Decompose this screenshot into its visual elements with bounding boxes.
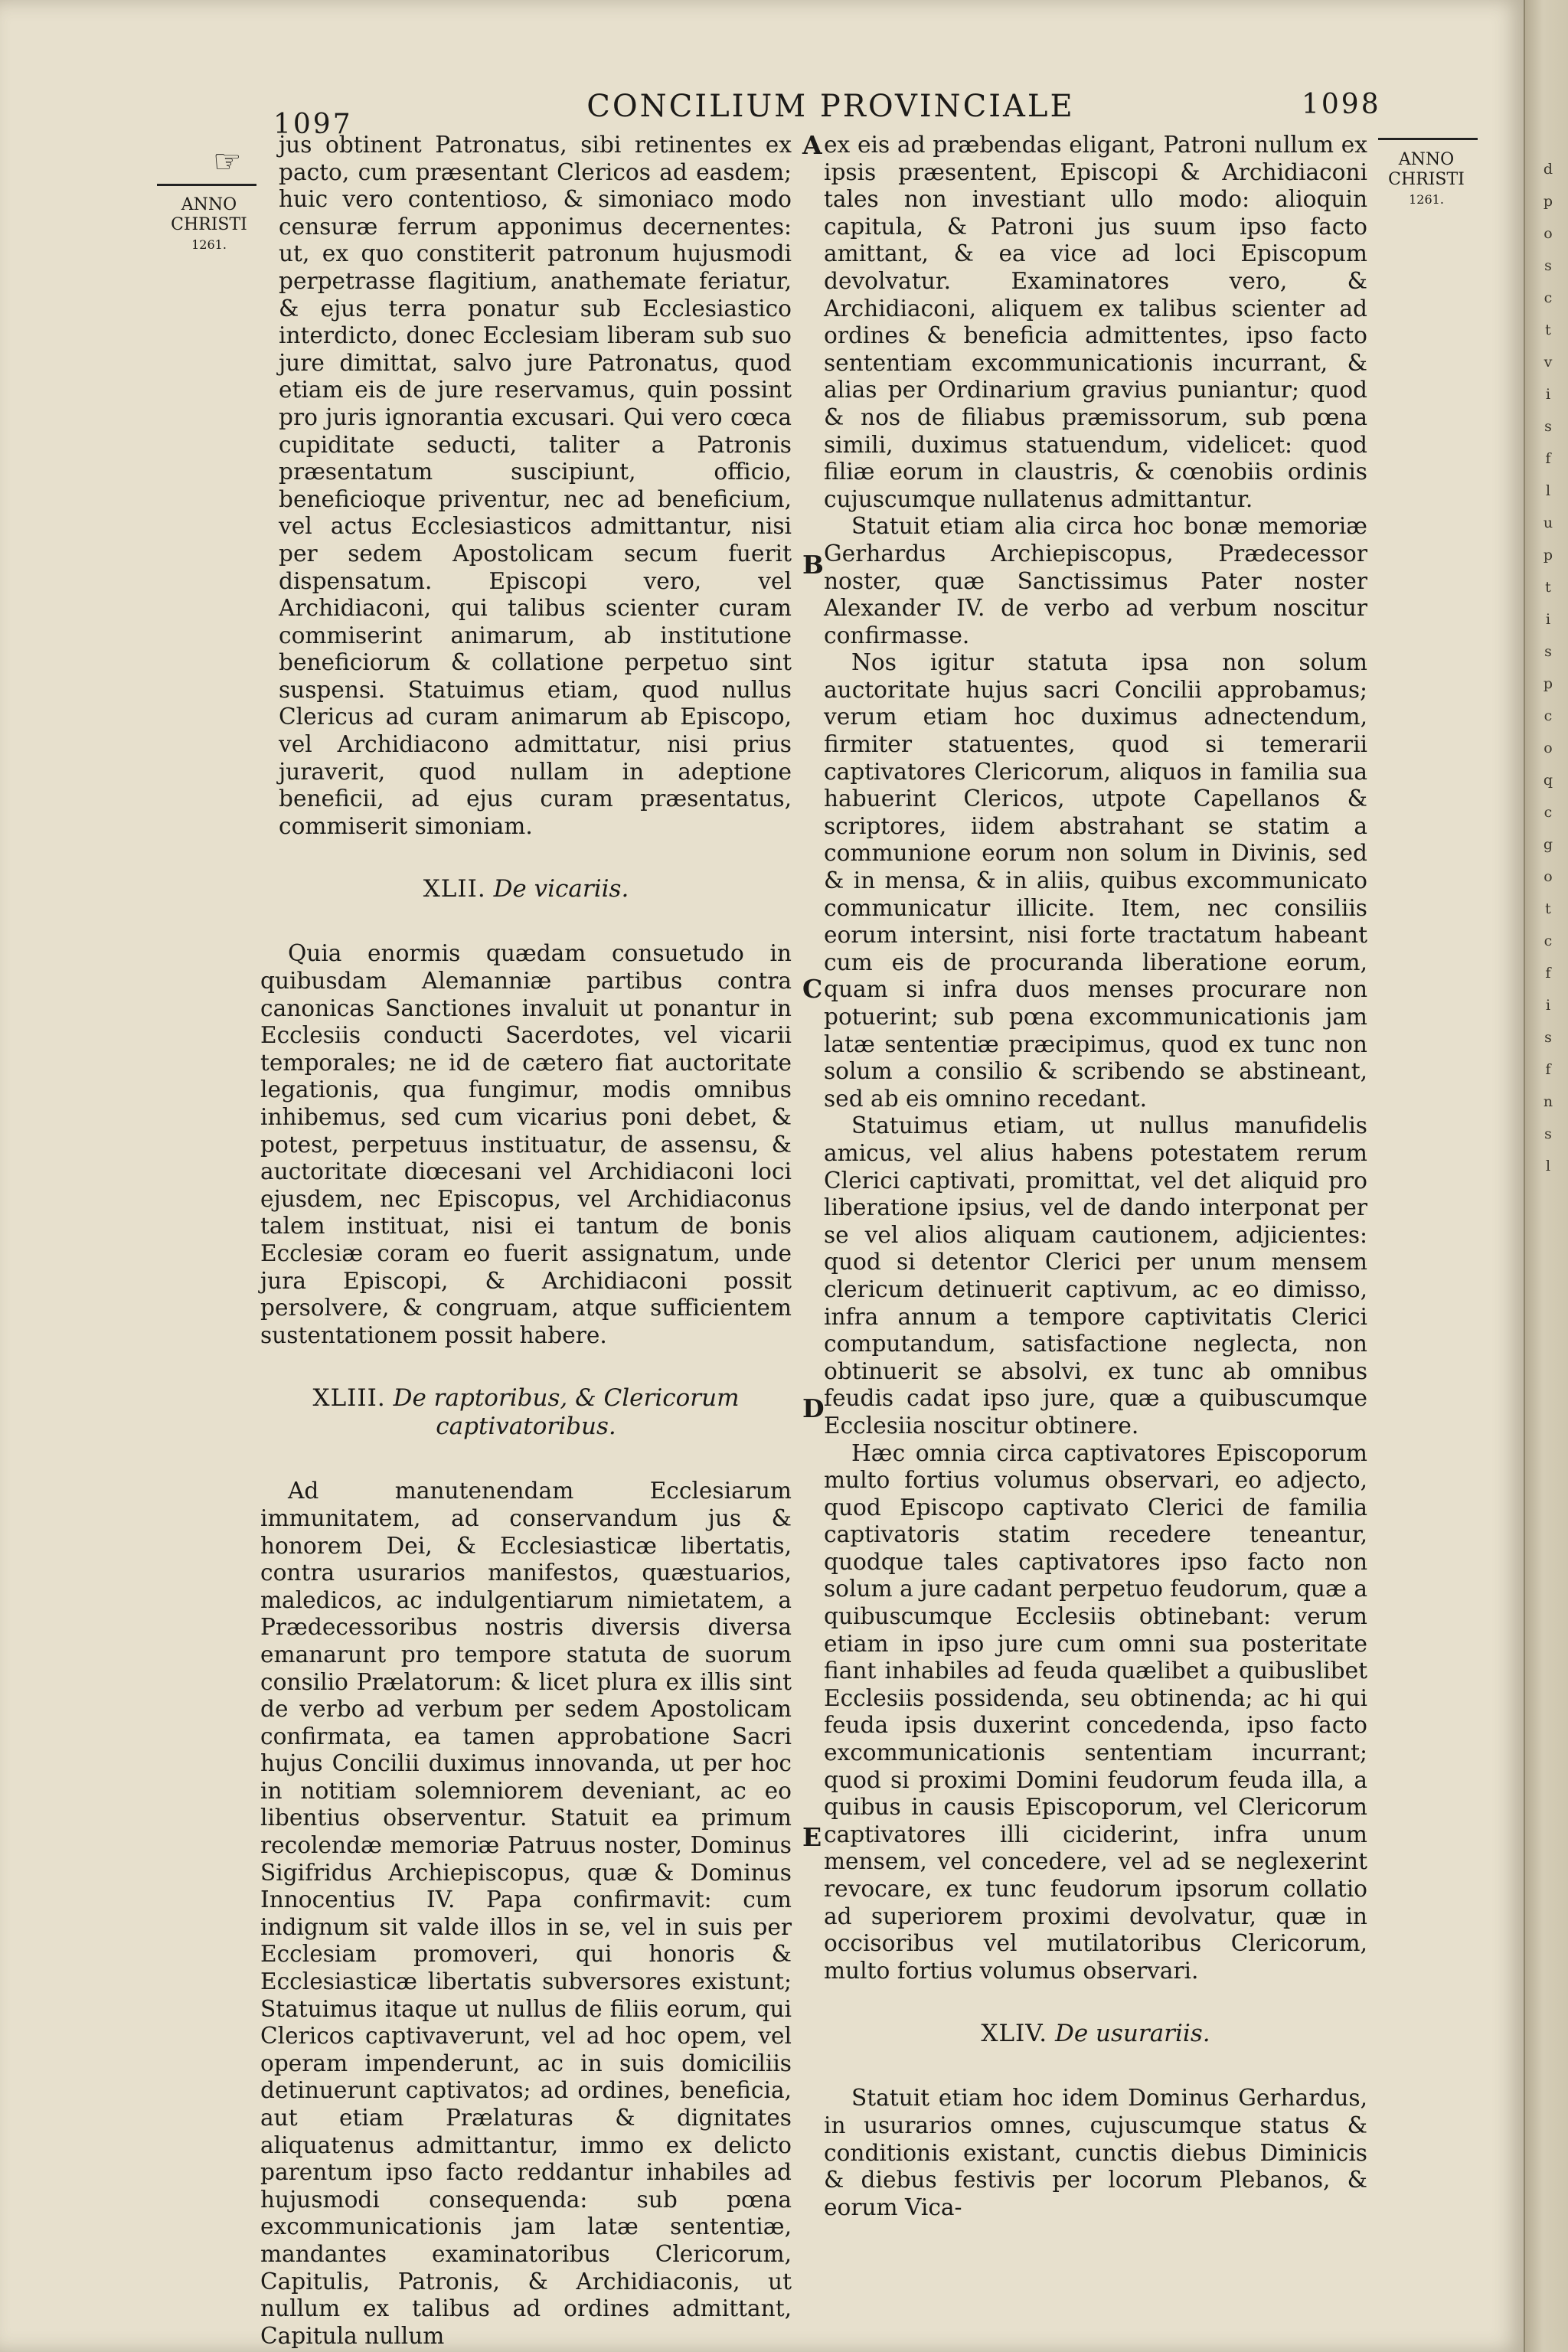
next-page-edge-letter: l	[1545, 1158, 1551, 1174]
section-heading-42	[260, 875, 792, 903]
section-number: XLIII.	[312, 1384, 386, 1413]
next-page-edge-letter: q	[1543, 772, 1553, 789]
right-column	[824, 132, 1367, 2221]
margin-note-line: ANNO	[181, 195, 237, 214]
next-page-edge-letter: i	[1545, 386, 1551, 403]
next-page-edge-letter: t	[1545, 579, 1551, 596]
next-page-edge-letter: o	[1544, 225, 1553, 242]
next-page-edge-letter: u	[1543, 514, 1553, 531]
paragraph: Quia enormis quædam consuetudo in quibusdam Alemanniæ partibus contra canonicas Sanctiones invaluit ut ponantur in Ecclesiis conducti Sacerdotes, vel vicarii temporales; ne id de cætero fiat auctoritate legationis, qua fungimur, modis omnibus inhibemus, sed cum vicarius poni debet, & potest, perpetuus instituatur, de assensu, & auctoritate diœcesani vel Archidiaconi loci ejusdem, nec Episcopus, vel Archidiaconus talem instituat, nisi ei tantum de bonis Ecclesiæ coram eo fuerit assignatum, unde jura Episcopi, & Archidiaconi possit persolvere, & congruam, atque sufficientem sustentationem possit habere.	[260, 940, 792, 1348]
next-page-edge-letter: s	[1544, 1125, 1552, 1142]
next-page-edge-letter: t	[1545, 900, 1551, 917]
section-title: De raptoribus, & Clericorum captivatoribus.	[393, 1384, 740, 1441]
next-page-edge	[1524, 0, 1568, 2352]
next-page-edge-letter: p	[1543, 193, 1553, 210]
margin-note-line: CHRISTI	[1388, 170, 1465, 189]
running-title: CONCILIUM PROVINCIALE	[586, 89, 1075, 124]
section-letter-d: D	[802, 1393, 825, 1423]
next-page-edge-letter: p	[1543, 547, 1553, 564]
section-number: XLII.	[423, 875, 486, 903]
header-rule	[1378, 138, 1478, 140]
next-page-edge-letter: c	[1544, 804, 1553, 821]
next-page-edge-letter: i	[1545, 997, 1551, 1014]
next-page-edge-letter: c	[1544, 289, 1553, 306]
next-page-edge-letter: o	[1544, 740, 1553, 756]
section-letter-e: E	[802, 1822, 822, 1852]
paragraph: ex eis ad præbendas eligant, Patroni nullum ex ipsis præsentent, Episcopi & Archidiaconi tales non investiant ullo modo: alioquin capitula, & Patroni jus suum ipso facto amittant, & ea vice ad loci Episcopum devolvatur. Examinatores vero, & Archidiaconi, aliquem ex talibus scienter ad ordines & beneficia admittentes, ipso facto sententiam excommunicationis incurrant, & alias per Ordinarium gravius puniantur; quod & nos de filiabus præmissorum, sub pœna simili, duximus statuendum, videlicet: quod filiæ eorum in claustris, & cœnobiis ordinis cujuscumque nullatenus admittantur.	[824, 132, 1367, 512]
next-page-edge-letter: n	[1543, 1093, 1553, 1110]
next-page-edge-letter: o	[1544, 868, 1553, 885]
section-title: De usurariis.	[1054, 2020, 1210, 2048]
paragraph: Statuit etiam hoc idem Dominus Gerhardus, in usurarios omnes, cujuscumque status & conditionis existant, cunctis diebus Diminicis & diebus festivis per locorum Plebanos, & eorum Vica-	[824, 2085, 1367, 2220]
margin-note-right	[1384, 150, 1468, 210]
next-page-edge-letter: f	[1545, 450, 1551, 467]
manicule-icon: ☞	[213, 142, 242, 180]
next-page-edge-letter: p	[1543, 675, 1553, 692]
section-letter-b: B	[802, 550, 824, 580]
paragraph: jus obtinent Patronatus, sibi retinentes ex pacto, cum præsentant Clericos ad easdem; huic vero contentioso, & simoniaco modo censuræ ferrum apponimus decernentes: ut, ex quo constiterit patronum hujusmodi perpetrasse flagitium, anathemate feriatur, & ejus terra ponatur sub Ecclesiastico interdicto, donec Ecclesiam liberam sub suo jure dimittat, salvo jure Patronatus, quod etiam eis de jure reservamus, quin possint pro juris ignorantia excusari. Qui vero cœca cupiditate seducti, taliter a Patronis præsentatum suscipiunt, officio, beneficioque priventur, nec ad beneficium, vel actus Ecclesiasticos admittantur, nisi per sedem Apostolicam secum fuerit dispensatum. Episcopi vero, vel Archidiaconi, qui talibus scienter curam commiserint animarum, ab institutione beneficiorum & collatione perpetuo sint suspensi. Statuimus etiam, quod nullus Clericus ad curam animarum ab Episcopo, vel Archidiacono admittatur, nisi prius juraverit, quod nullam in adeptione beneficii, ad ejus curam præsentatus, commiserit simoniam.	[279, 132, 792, 839]
next-page-edge-letter: v	[1544, 354, 1553, 371]
left-column	[260, 132, 792, 2350]
margin-note-left	[167, 195, 251, 255]
paragraph: Statuit etiam alia circa hoc bonæ memoriæ Gerhardus Archiepiscopus, Prædecessor noster, quæ Sanctissimus Pater noster Alexander IV. de verbo ad verbum noscitur confirmasse.	[824, 513, 1367, 648]
next-page-edge-letter: t	[1545, 322, 1551, 338]
next-page-edge-letter: c	[1544, 933, 1553, 949]
next-page-edge-letter: s	[1544, 1029, 1552, 1046]
paragraph: Ad manutenendam Ecclesiarum immunitatem, ad conservandum jus & honorem Dei, & Ecclesiasticæ libertatis, contra usurarios manifestos, quæstuarios, maledicos, ac indulgentiarum nimietatem, a Prædecessoribus nostris diversis diversa emanarunt pro tempore statuta de suorum consilio Prælatorum: & licet plura ex illis sint de verbo ad verbum per sedem Apostolicam confirmata, ea tamen approbatione Sacri hujus Concilii duximus innovanda, ut per hoc in notitiam solemniorem deveniant, ac eo libentius observentur. Statuit ea primum recolendæ memoriæ Patruus noster, Dominus Sigifridus Archiepiscopus, quæ & Dominus Innocentius IV. Papa confirmavit: cum indignum sit valde illos in se, vel in suis per Ecclesiam promoveri, qui honoris & Ecclesiasticæ libertatis subversores existunt; Statuimus itaque ut nullus de filiis eorum, qui Clericos captivaverunt, vel ad hoc opem, vel operam impenderunt, ac in suis domiciliis detinuerunt captivatos; ad ordines, beneficia, aut etiam Prælaturas & dignitates aliquatenus admittantur, immo ex delicto parentum ipso facto reddantur inhabiles ad hujusmodi consequenda: sub pœna excommunicationis jam latæ sententiæ, mandantes examinatoribus Clericorum, Capitulis, Patronis, & Archidiaconis, ut nullum ex talibus ad ordines admittant, Capitula nullum	[260, 1478, 792, 2349]
margin-note-line: CHRISTI	[171, 215, 247, 234]
next-page-edge-letter: i	[1545, 611, 1551, 628]
margin-note-year: 1261.	[191, 237, 227, 252]
section-title: De vicariis.	[493, 875, 629, 903]
section-number: XLIV.	[981, 2020, 1048, 2048]
next-page-edge-letter: g	[1543, 836, 1553, 853]
section-letter-a: A	[802, 130, 822, 160]
next-page-edge-letter: l	[1545, 482, 1551, 499]
next-page-edge-letter: c	[1544, 707, 1553, 724]
section-heading-44	[824, 2020, 1367, 2048]
section-letter-c: C	[802, 974, 823, 1004]
page-number-left: 1097	[273, 109, 353, 140]
margin-note-line: ANNO	[1398, 150, 1455, 169]
paragraph: Nos igitur statuta ipsa non solum auctoritate hujus sacri Concilii approbamus; verum etiam hoc duximus adnectendum, firmiter statuentes, quod si temerarii captivatores Clericorum, aliquos in familia sua habuerint Clericos, utpote Capellanos & scriptores, iidem abstrahant se statim a communione eorum non solum in Divinis, sed & in mensa, & in aliis, quibus excommunicato communicatur illicite. Item, nec consiliis eorum intersint, nisi forte tractatum habeant cum eis de procuranda liberatione eorum, quam si infra duos menses procurare non potuerint; sub pœna excommunicationis jam latæ sententiæ præcipimus, quod ex tunc non solum a consilio & scribendo se abstineant, sed ab eis omnino recedant.	[824, 649, 1367, 1112]
margin-note-year: 1261.	[1409, 192, 1444, 207]
next-page-edge-letter: f	[1545, 1061, 1551, 1078]
next-page-edge-text	[1531, 153, 1565, 1182]
paragraph: Statuimus etiam, ut nullus manufidelis amicus, vel alius habens potestatem rerum Clerici captivati, promittat, vel det aliquid pro liberatione ipsius, vel de dando interponat per se vel alios aliquam cautionem, adjicientes: quod si detentor Clerici per unum mensem clericum detinuerit captivum, ac eo dimisso, infra annum a tempore captivitatis Clerici computandum, satisfactione neglecta, non obtinuerit se absolvi, ex tunc ab omnibus feudis cadat ipso jure, quæ a quibuscumque Ecclesiia noscitur obtinere.	[824, 1112, 1367, 1439]
paragraph: Hæc omnia circa captivatores Episcoporum multo fortius volumus observari, eo adjecto, quod Episcopo captivato Clerici de familia captivatoris statim recedere teneantur, quodque tales captivatores ipso facto non solum a jure cadant perpetuo feudorum, quæ a quibuscumque Ecclesiis obtinebant: verum etiam in ipso jure cum omni sua posteritate fiant inhabiles ad feuda quælibet a quibuslibet Ecclesiis possidenda, seu obtinenda; ac hi qui feuda ipsis duxerint concedenda, ipso facto excommunicationis sententiam incurrant; quod si proximi Domini feudorum feuda illa, a quibus in causis Episcoporum, vel Clericorum captivatores illi ciciderint, infra unum mensem, vel concedere, vel ad se neglexerint revocare, ex tunc feudorum ipsorum collatio ad superiorem proximi devolvatur, quæ in occisoribus vel mutilatoribus Clericorum, multo fortius volumus observari.	[824, 1439, 1367, 1984]
next-page-edge-letter: d	[1543, 161, 1553, 178]
page-number-right: 1098	[1302, 89, 1381, 120]
next-page-edge-letter: f	[1545, 965, 1551, 982]
next-page-edge-letter: s	[1544, 418, 1552, 435]
next-page-edge-letter: s	[1544, 643, 1552, 660]
section-heading-43	[260, 1384, 792, 1441]
margin-rule-left	[157, 184, 256, 186]
next-page-edge-letter: s	[1544, 257, 1552, 274]
